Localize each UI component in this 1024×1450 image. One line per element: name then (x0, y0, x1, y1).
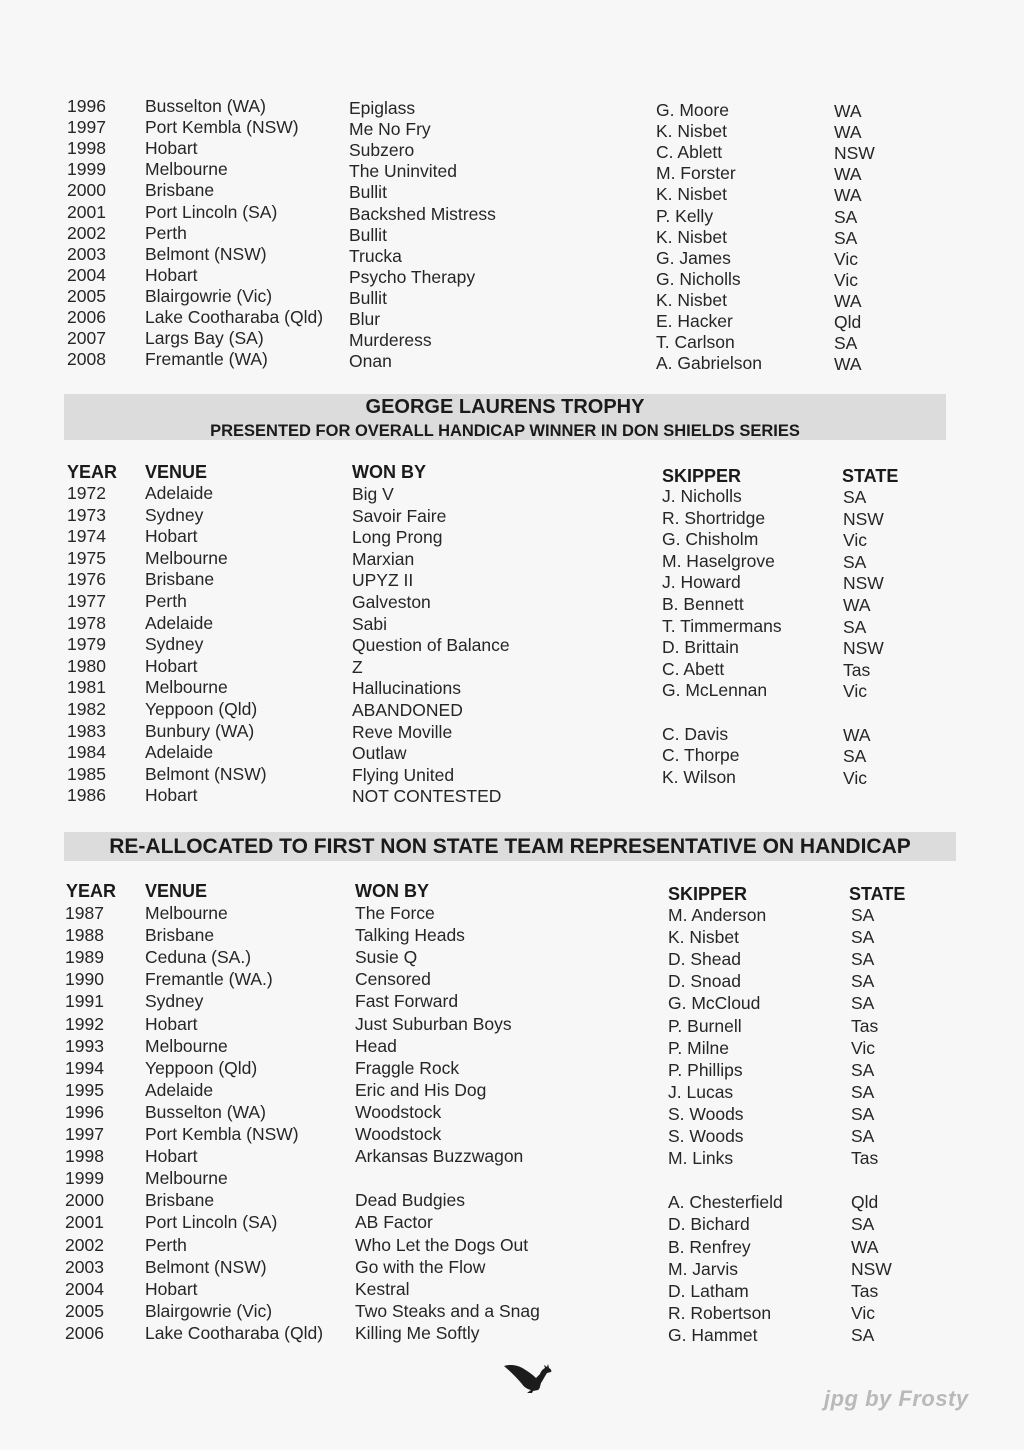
cell-skipper: K. Wilson (662, 766, 736, 787)
cell-won-by: Killing Me Softly (355, 1322, 480, 1343)
cell-state: WA (834, 164, 862, 185)
cell-won-by: Big V (352, 484, 394, 504)
cell-state: Qld (834, 312, 862, 332)
cell-venue: Fremantle (WA.) (145, 969, 273, 990)
cell-venue: Hobart (145, 1146, 198, 1167)
cell-venue: Blairgowrie (Vic) (145, 285, 273, 306)
cell-state: WA (851, 1236, 879, 1257)
cell-year: 2001 (67, 201, 106, 222)
cell-state: Vic (843, 767, 867, 788)
cell-skipper: R. Robertson (668, 1302, 772, 1323)
cell-year: 1991 (65, 991, 104, 1012)
cell-skipper: G. McLennan (662, 680, 768, 701)
cell-won-by: Arkansas Buzzwagon (355, 1146, 524, 1167)
cell-state: WA (843, 724, 871, 745)
cell-venue: Port Lincoln (SA) (145, 201, 278, 222)
cell-year: 2002 (65, 1234, 104, 1255)
cell-year: 1992 (65, 1013, 104, 1034)
cell-state: SA (851, 927, 875, 948)
cell-state: Tas (843, 659, 871, 680)
cell-venue: Melbourne (145, 1168, 228, 1189)
cell-skipper: J. Lucas (668, 1081, 734, 1102)
cell-state: SA (851, 1324, 875, 1345)
cell-year: 2000 (67, 180, 106, 201)
kangaroo-icon (500, 1356, 560, 1396)
cell-won-by: Bullit (349, 182, 387, 203)
cell-venue: Adelaide (145, 1079, 214, 1100)
cell-state: Tas (851, 1148, 879, 1169)
header-state: STATE (842, 466, 899, 486)
header-won-by: WON BY (352, 462, 426, 482)
cell-venue: Melbourne (145, 547, 228, 568)
george-laurens-trophy-banner (64, 394, 946, 440)
cell-won-by: Blur (349, 309, 381, 329)
cell-state: NSW (843, 638, 884, 659)
cell-won-by: Hallucinations (352, 678, 461, 699)
cell-venue: Melbourne (145, 1035, 228, 1056)
cell-year: 2003 (67, 243, 106, 264)
cell-venue: Belmont (NSW) (145, 243, 267, 264)
cell-won-by: The Uninvited (349, 161, 457, 182)
cell-year: 2005 (67, 285, 106, 306)
cell-venue: Belmont (NSW) (145, 763, 267, 784)
cell-skipper: G. Nicholls (656, 268, 741, 289)
cell-won-by: Bullit (349, 287, 387, 308)
cell-venue: Hobart (145, 1278, 198, 1299)
reallocated-banner (64, 832, 956, 861)
cell-state: SA (851, 1103, 875, 1124)
cell-skipper: K. Nisbet (668, 927, 739, 948)
cell-won-by: Savoir Faire (352, 505, 447, 526)
cell-won-by: Who Let the Dogs Out (355, 1234, 529, 1255)
cell-year: 1977 (67, 591, 106, 611)
cell-won-by: Talking Heads (355, 925, 465, 946)
cell-state: WA (834, 290, 862, 311)
cell-state: SA (851, 905, 875, 925)
cell-venue: Sydney (145, 634, 204, 655)
cell-skipper: M. Haselgrove (662, 550, 775, 571)
cell-venue: Brisbane (145, 180, 215, 201)
cell-won-by: Woodstock (355, 1124, 442, 1144)
cell-won-by: The Force (355, 903, 435, 923)
cell-venue: Port Kembla (NSW) (145, 117, 299, 138)
cell-venue: Blairgowrie (Vic) (145, 1300, 273, 1321)
cell-won-by: Susie Q (355, 947, 418, 968)
cell-year: 1985 (67, 763, 106, 784)
cell-year: 2008 (67, 349, 106, 370)
cell-year: 1974 (67, 526, 106, 547)
cell-skipper: B. Renfrey (668, 1236, 751, 1257)
cell-venue: Hobart (145, 138, 198, 159)
cell-state: NSW (843, 508, 884, 529)
cell-skipper: M. Jarvis (668, 1258, 738, 1279)
cell-won-by: Onan (349, 351, 392, 372)
cell-won-by: Kestral (355, 1278, 410, 1299)
header-state: STATE (849, 884, 906, 904)
cell-venue: Yeppoon (Qld) (145, 699, 258, 719)
header-year: YEAR (67, 462, 118, 482)
cell-skipper: D. Bichard (668, 1214, 750, 1235)
cell-venue: Hobart (145, 1013, 198, 1034)
cell-skipper: T. Carlson (656, 332, 735, 353)
cell-skipper: D. Snoad (668, 971, 741, 992)
cell-year: 2000 (65, 1190, 104, 1211)
cell-year: 1995 (65, 1079, 104, 1100)
header-year: YEAR (66, 881, 117, 901)
cell-year: 1998 (65, 1146, 104, 1167)
cell-year: 1980 (67, 655, 106, 676)
cell-state: SA (851, 1059, 875, 1080)
cell-year: 2003 (65, 1256, 104, 1277)
cell-year: 1976 (67, 569, 106, 590)
cell-venue: Busselton (WA) (145, 96, 266, 116)
cell-venue: Perth (145, 222, 187, 243)
banner-title: RE-ALLOCATED TO FIRST NON STATE TEAM REPRESENTATIVE ON HANDICAP (109, 835, 911, 858)
cell-won-by: Woodstock (355, 1101, 442, 1122)
cell-state: NSW (843, 573, 884, 594)
cell-state: Vic (851, 1302, 875, 1323)
cell-skipper: K. Nisbet (656, 121, 727, 142)
cell-state: WA (834, 101, 862, 121)
banner-title: GEORGE LAURENS TROPHY (365, 396, 645, 418)
cell-year: 2007 (67, 328, 106, 349)
cell-year: 1972 (67, 483, 106, 503)
cell-won-by: NOT CONTESTED (352, 786, 502, 807)
cell-skipper: P. Burnell (668, 1015, 742, 1036)
cell-venue: Hobart (145, 655, 198, 676)
cell-year: 2005 (65, 1300, 104, 1321)
cell-won-by: Marxian (352, 548, 415, 569)
cell-won-by: Reve Moville (352, 721, 453, 742)
cell-year: 1996 (67, 96, 106, 116)
cell-venue: Perth (145, 591, 187, 611)
cell-venue: Sydney (145, 991, 204, 1012)
cell-state: NSW (834, 143, 875, 164)
cell-state: SA (843, 746, 867, 767)
cell-state: WA (834, 354, 862, 375)
cell-venue: Largs Bay (SA) (145, 328, 264, 349)
cell-skipper: S. Woods (668, 1126, 744, 1146)
cell-won-by: Fast Forward (355, 991, 459, 1012)
cell-venue: Melbourne (145, 159, 228, 180)
cell-skipper: P. Milne (668, 1037, 729, 1058)
cell-skipper: D. Latham (668, 1280, 749, 1301)
cell-state: Vic (843, 530, 867, 551)
cell-skipper: M. Anderson (668, 905, 767, 925)
cell-venue: Busselton (WA) (145, 1101, 266, 1122)
cell-year: 1975 (67, 547, 106, 568)
cell-venue: Bunbury (WA) (145, 720, 255, 741)
cell-venue: Brisbane (145, 925, 215, 946)
cell-year: 1996 (65, 1101, 104, 1122)
cell-year: 1983 (67, 720, 106, 741)
cell-skipper: A. Chesterfield (668, 1192, 783, 1213)
cell-won-by: ABANDONED (352, 700, 463, 720)
cell-skipper: R. Shortridge (662, 507, 766, 528)
cell-won-by: Fraggle Rock (355, 1057, 460, 1078)
cell-skipper: C. Ablett (656, 142, 723, 163)
cell-won-by: Subzero (349, 140, 415, 161)
cell-state: SA (851, 993, 875, 1014)
cell-venue: Hobart (145, 264, 198, 285)
cell-year: 1993 (65, 1035, 104, 1056)
cell-won-by: AB Factor (355, 1212, 433, 1233)
cell-venue: Perth (145, 1234, 187, 1255)
cell-skipper: G. McCloud (668, 993, 761, 1014)
cell-won-by: Censored (355, 969, 431, 990)
cell-year: 1997 (65, 1124, 104, 1144)
cell-state: NSW (851, 1258, 892, 1279)
cell-won-by: Bullit (349, 224, 387, 245)
cell-venue: Belmont (NSW) (145, 1256, 267, 1277)
cell-won-by: Z (352, 656, 363, 677)
cell-won-by: Eric and His Dog (355, 1079, 487, 1100)
cell-venue: Brisbane (145, 1190, 215, 1211)
cell-won-by: Flying United (352, 764, 455, 785)
cell-year: 2002 (67, 222, 106, 243)
cell-skipper: B. Bennett (662, 594, 744, 614)
cell-state: Vic (851, 1037, 875, 1058)
cell-skipper: J. Nicholls (662, 486, 742, 506)
cell-skipper: P. Kelly (656, 205, 714, 226)
header-skipper: SKIPPER (668, 884, 748, 904)
cell-state: SA (843, 487, 867, 507)
cell-won-by: Psycho Therapy (349, 266, 476, 287)
cell-won-by: Head (355, 1035, 397, 1056)
cell-venue: Hobart (145, 785, 198, 806)
cell-skipper: K. Nisbet (656, 226, 727, 247)
cell-venue: Ceduna (SA.) (145, 947, 252, 968)
cell-won-by: Two Steaks and a Snag (355, 1300, 540, 1321)
cell-won-by: Sabi (352, 613, 388, 634)
cell-skipper: D. Shead (668, 949, 741, 970)
cell-year: 1984 (67, 742, 106, 763)
cell-state: Tas (851, 1280, 879, 1301)
cell-won-by: Backshed Mistress (349, 203, 496, 224)
cell-won-by: Go with the Flow (355, 1256, 486, 1277)
cell-venue: Sydney (145, 504, 204, 525)
cell-year: 1989 (65, 947, 104, 968)
cell-skipper: D. Brittain (662, 637, 739, 658)
cell-venue: Melbourne (145, 903, 228, 923)
cell-year: 1999 (65, 1168, 104, 1189)
cell-year: 1973 (67, 504, 106, 525)
cell-skipper: P. Phillips (668, 1059, 743, 1080)
cell-skipper: C. Abett (662, 658, 725, 679)
cell-skipper: G. Chisholm (662, 529, 759, 550)
cell-skipper: M. Links (668, 1148, 734, 1169)
cell-venue: Hobart (145, 526, 198, 547)
header-venue: VENUE (145, 462, 208, 482)
cell-year: 1981 (67, 677, 106, 698)
cell-venue: Adelaide (145, 742, 214, 763)
cell-skipper: T. Timmermans (662, 615, 782, 636)
header-skipper: SKIPPER (662, 466, 742, 486)
cell-state: WA (834, 122, 862, 143)
cell-state: SA (851, 1126, 875, 1146)
cell-skipper: C. Thorpe (662, 745, 740, 766)
watermark: jpg by Frosty (824, 1386, 969, 1411)
cell-year: 1986 (67, 785, 106, 806)
cell-skipper: S. Woods (668, 1103, 744, 1124)
header-venue: VENUE (145, 881, 208, 901)
cell-state: Tas (851, 1015, 879, 1036)
cell-skipper: G. Hammet (668, 1324, 758, 1345)
cell-state: SA (843, 551, 867, 572)
cell-year: 1982 (67, 699, 106, 719)
cell-won-by: Murderess (349, 330, 432, 351)
banner-subtitle: PRESENTED FOR OVERALL HANDICAP WINNER IN DON SHIELDS SERIES (210, 422, 800, 440)
cell-state: Vic (834, 269, 858, 290)
cell-won-by: Just Suburban Boys (355, 1013, 512, 1034)
cell-venue: Lake Cootharaba (Qld) (145, 307, 324, 327)
cell-state: Vic (834, 248, 858, 269)
cell-venue: Lake Cootharaba (Qld) (145, 1322, 324, 1343)
cell-won-by: Dead Budgies (355, 1190, 465, 1211)
cell-won-by: UPYZ II (352, 570, 414, 591)
cell-won-by: Trucka (349, 245, 402, 266)
cell-venue: Brisbane (145, 569, 215, 590)
cell-year: 1979 (67, 634, 106, 655)
cell-state: SA (834, 227, 858, 248)
cell-state: SA (834, 206, 858, 227)
cell-year: 1997 (67, 117, 106, 138)
cell-year: 1978 (67, 612, 106, 633)
cell-won-by: Outlaw (352, 743, 407, 764)
cell-venue: Port Kembla (NSW) (145, 1124, 299, 1144)
cell-state: WA (843, 595, 871, 615)
cell-state: SA (851, 949, 875, 970)
cell-skipper: G. Moore (656, 100, 729, 120)
cell-year: 1998 (67, 138, 106, 159)
cell-venue: Fremantle (WA) (145, 349, 268, 370)
cell-state: Qld (851, 1192, 879, 1213)
cell-venue: Melbourne (145, 677, 228, 698)
cell-skipper: G. James (656, 247, 731, 268)
cell-won-by: Me No Fry (349, 119, 431, 140)
cell-state: WA (834, 185, 862, 206)
cell-venue: Yeppoon (Qld) (145, 1057, 258, 1078)
cell-year: 2001 (65, 1212, 104, 1233)
cell-venue: Adelaide (145, 612, 214, 633)
header-won-by: WON BY (355, 881, 429, 901)
cell-year: 1987 (65, 903, 104, 923)
cell-skipper: K. Nisbet (656, 184, 727, 205)
cell-won-by: Galveston (352, 592, 431, 612)
cell-skipper: K. Nisbet (656, 289, 727, 310)
cell-year: 1988 (65, 925, 104, 946)
cell-year: 2006 (67, 307, 106, 327)
cell-state: SA (851, 971, 875, 992)
cell-won-by: Question of Balance (352, 635, 510, 656)
cell-year: 2006 (65, 1322, 104, 1343)
cell-skipper: J. Howard (662, 572, 741, 593)
cell-skipper: C. Davis (662, 723, 729, 744)
cell-state: Vic (843, 681, 867, 702)
cell-won-by: Epiglass (349, 98, 416, 118)
cell-venue: Adelaide (145, 483, 214, 503)
cell-year: 1994 (65, 1057, 104, 1078)
cell-year: 1999 (67, 159, 106, 180)
cell-state: SA (851, 1214, 875, 1235)
cell-year: 1990 (65, 969, 104, 990)
cell-skipper: M. Forster (656, 163, 736, 184)
cell-skipper: A. Gabrielson (656, 353, 763, 374)
cell-skipper: E. Hacker (656, 311, 733, 331)
cell-year: 2004 (67, 264, 106, 285)
cell-state: SA (834, 333, 858, 354)
cell-state: SA (843, 616, 867, 637)
cell-state: SA (851, 1081, 875, 1102)
cell-venue: Port Lincoln (SA) (145, 1212, 278, 1233)
cell-year: 2004 (65, 1278, 104, 1299)
cell-won-by: Long Prong (352, 527, 443, 548)
